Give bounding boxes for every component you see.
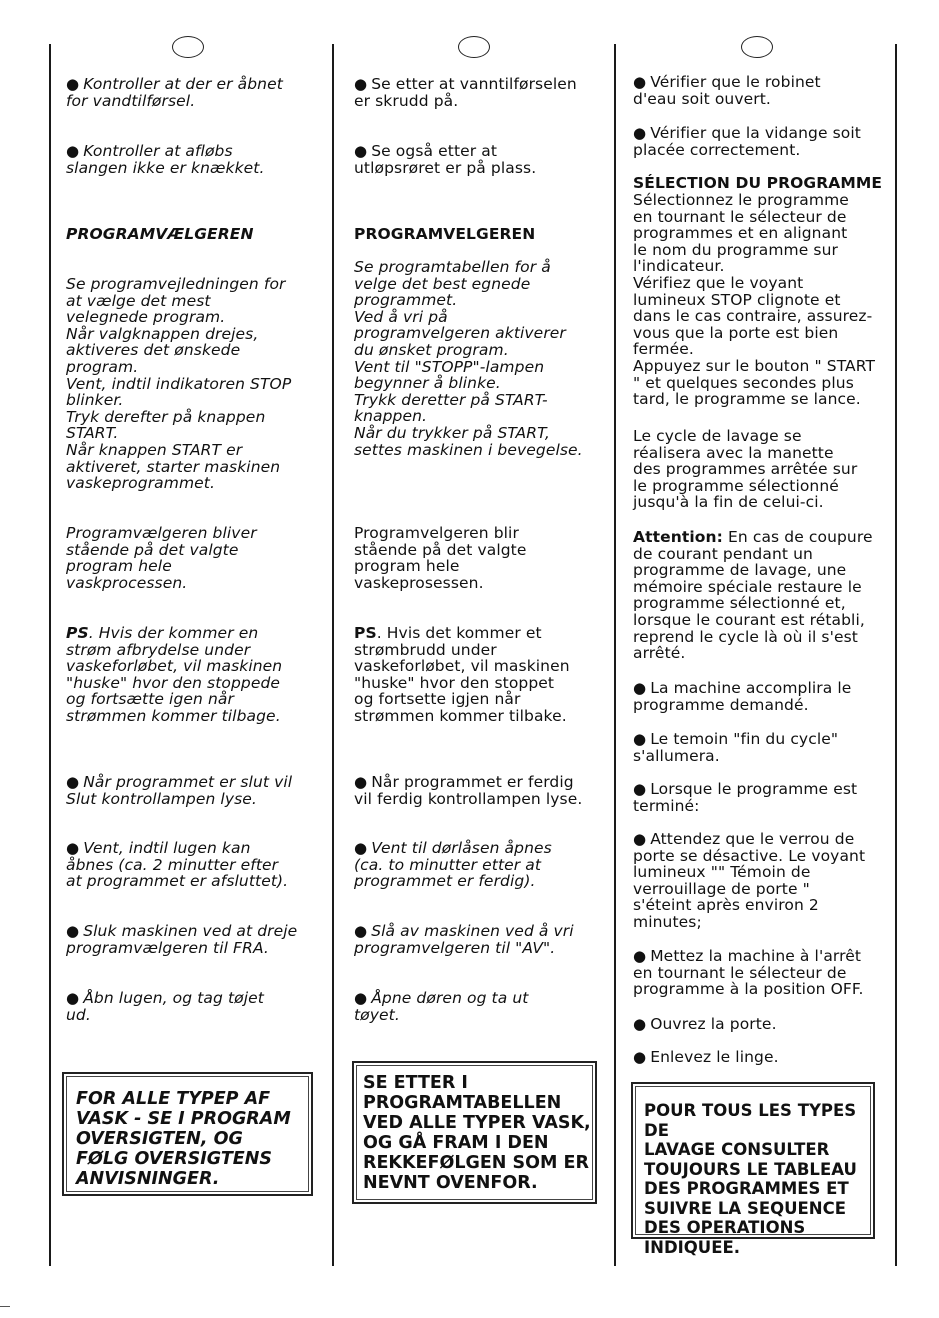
language-oval-danish [172,36,204,58]
danish-water-supply-check: ● Kontroller at der er åbnet for vandtilførsel. [66,76,283,109]
french-door-lock-note: ● Attendez que le verrou de porte se désactive. Le voyant lumineux "" Témoin de verrouillage de porte " s'éteint après environ 2 minutes; [633,831,865,931]
danish-switch-off-note: ● Sluk maskinen ved at dreje programvælgeren til FRA. [66,923,297,956]
norwegian-drain-hose-check: ● Se også etter at utløpsrøret er på plass. [354,143,536,176]
norwegian-water-supply-check: ● Se etter at vanntilførselen er skrudd på. [354,76,577,109]
french-wash-cycle-note: Le cycle de lavage se réalisera avec la manette des programmes arrêtée sur le programme sélectionné jusqu'à la fin de celui-ci. [633,427,858,512]
french-program-instructions: Sélectionnez le programme en tournant le sélecteur de programmes et en alignant le nom du programme sur l'indicateur. Vérifiez que le voyant lumineux STOP clignote et dans le cas contraire, assurez- vous que la porte est bien fermée. Appuyez sur le bouton " START " et quelques secondes plus tard, le programme se lance. [633,191,876,409]
danish-notice-box [62,1072,313,1196]
danish-selector-position-note: Programvælgeren bliver stående på det valgte program hele vaskprocessen. [66,524,257,592]
danish-program-selector-heading: PROGRAMVÆLGEREN [66,225,254,243]
norwegian-notice-text: SE ETTER I PROGRAMTABELLEN VED ALLE TYPER VASK, OG GÅ FRAM I DEN REKKEFØLGEN SOM ER NEVNT OVENFOR. [363,1073,591,1193]
norwegian-selector-position-note: Programvelgeren blir stående på det valgte program hele vaskeprosessen. [354,524,527,592]
french-program-selection-heading: SÉLECTION DU PROGRAMME [633,174,883,192]
norwegian-ps-label: PS [354,624,377,642]
column-divider-right [895,44,897,1266]
column-divider-middle-right [614,44,616,1266]
danish-power-failure-note [66,625,282,725]
danish-unload-note: ● Åbn lugen, og tag tøjet ud. [66,990,264,1023]
french-open-door-note: ● Ouvrez la porte. [633,1016,777,1033]
norwegian-switch-off-note: ● Slå av maskinen ved å vri programvelgeren til "AV". [354,923,574,956]
norwegian-notice-box [352,1061,597,1204]
french-drain-check: ● Vérifier que la vidange soit placée correctement. [633,125,861,158]
french-water-tap-check: ● Vérifier que le robinet d'eau soit ouvert. [633,74,821,107]
danish-end-lamp-note: ● Når programmet er slut vil Slut kontrollampen lyse. [66,774,292,807]
norwegian-unload-note: ● Åpne døren og ta ut tøyet. [354,990,528,1023]
french-notice-text: POUR TOUS LES TYPES DE LAVAGE CONSULTER TOUJOURS LE TABLEAU DES PROGRAMMES ET SUIVRE LA SEQUENCE DES OPERATIONS INDIQUEE. [644,1101,857,1257]
french-remove-laundry-note: ● Enlevez le linge. [633,1049,779,1066]
danish-notice-text: FOR ALLE TYPEP AF VASK - SE I PROGRAM OVERSIGTEN, OG FØLG OVERSIGTENS ANVISNINGER. [76,1089,291,1189]
french-notice-box [631,1082,875,1257]
norwegian-program-selector-heading: PROGRAMVELGEREN [354,225,536,243]
danish-power-failure-text: . Hvis der kommer en strøm afbrydelse under vaskeforløbet, vil maskinen "huske" hvor den stoppede og fortsætte igen når strømmen kommer tilbage. [66,624,283,725]
french-attention-label: Attention: [633,528,723,546]
norwegian-end-lamp-note: ● Når programmet er ferdig vil ferdig kontrollampen lyse. [354,774,582,807]
french-power-failure-text: En cas de coupure de courant pendant un programme de lavage, une mémoire spéciale restaure le programme sélectionné et, lorsque le courant est rétabli, reprend le cycle là où il s'est arrêté. [633,528,873,663]
danish-drain-hose-check: ● Kontroller at afløbs slangen ikke er knækket. [66,143,265,176]
french-switch-off-note: ● Mettez la machine à l'arrêt en tournant le sélecteur de programme à la position OFF. [633,948,863,998]
column-divider-left [49,44,51,1266]
norwegian-door-wait-note: ● Vent til dørlåsen åpnes (ca. to minutter etter at programmet er ferdig). [354,840,552,890]
french-end-cycle-lamp-note: ● Le temoin "fin du cycle" s'allumera. [633,731,838,764]
page-corner-mark [0,1306,10,1307]
language-oval-french [741,36,773,58]
french-power-failure-note [633,529,873,662]
french-program-finished-note: ● Lorsque le programme est terminé: [633,781,857,814]
norwegian-program-instructions: Se programtabellen for å velge det best egnede programmet. Ved å vri på programvelgeren aktiverer du ønsket program. Vent til "STOPP"-lampen begynner å blinke. Trykk deretter på START- knappen. Når du trykker på START, settes maskinen i bevegelse. [354,258,583,459]
norwegian-power-failure-note [354,625,570,725]
danish-program-instructions: Se programvejledningen for at vælge det mest velegnede program. Når valgknappen drejes, aktiveres det ønskede program. Vent, indtil indikatoren STOP blinker. Tryk derefter på knappen START. Når knappen START er aktiveret, starter maskinen vaskeprogrammet. [66,275,292,493]
danish-door-wait-note: ● Vent, indtil lugen kan åbnes (ca. 2 minutter efter at programmet er afsluttet). [66,840,288,890]
language-oval-norwegian [458,36,490,58]
french-machine-completes-note: ● La machine accomplira le programme demandé. [633,680,851,713]
norwegian-power-failure-text: . Hvis det kommer et strømbrudd under vaskeforløbet, vil maskinen "huske" hvor den stoppet og fortsette igjen når strømmen kommer tilbake. [354,624,570,725]
danish-ps-label: PS [66,624,89,642]
column-divider-middle-left [332,44,334,1266]
